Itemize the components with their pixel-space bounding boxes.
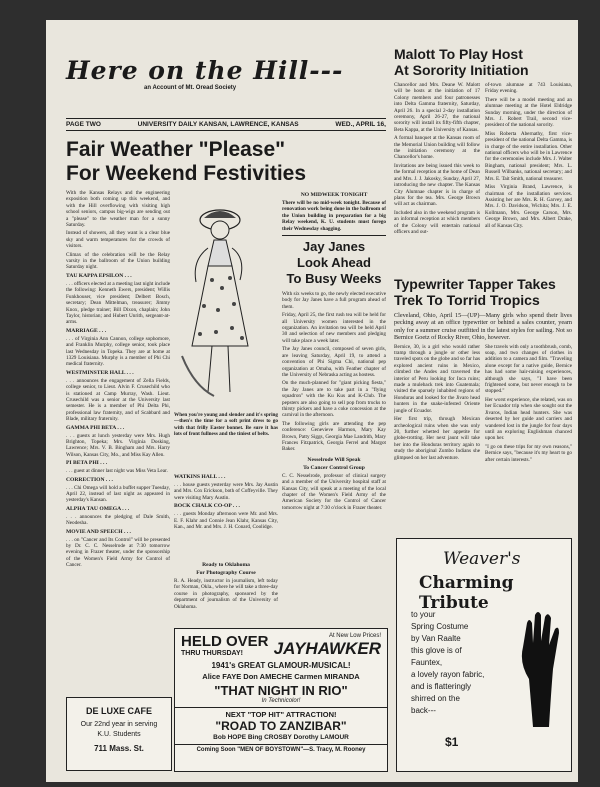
jay-paragraph: The Jay Janes council, composed of seven girls, are leaving Saturday, April 19, to attend a convention of Phi Sigma Chi, national pep organization at Omaha, with Feather chapter of the University of Nebraska acting as hostess. [282,346,386,378]
weavers-line: a lovely rayon fabric, [411,670,485,679]
section-head: GAMMA PHI BETA . . . [66,424,125,431]
weavers-line: by Van Raalte [411,634,461,643]
typewriter-paragraph: Bernice, 30, is a girl who would rather tramp through a jungle or other less traveled spots on the globe and so far has explored ancient ruins in Mexico, climbed the Andes and traversed the interior of Peru looking for Inca ruins; made a muleback trek into Guatemala; visited the sparsely inhabited regions of Honduras and looked for the Jivaro head hunters in the snake-infested Oriente jungle of Ecuador. [394,343,480,414]
oklahoma-story: Ready to Oklahoma For Photography Course R. A. Heady, instructor in journalism, left today for Norman, Okla., where he will take a three-day course in photography, sponsored by the department of journalism of the University of Oklahoma. [174,562,278,610]
paragraph: . . . announces the engagement of Zella Fields, college senior, to Lieut. Alvin F. Crusechild who is stationed at Camp Murray, Wash. Lieut. Crusechild was a senior at the University last semester. He is a member of Phi Delta Phi, professional law fraternity, and of Scabbard and Blade, military fraternity. [66,377,170,423]
masthead-title: Here on the Hill--- [66,56,344,85]
film-title: "THAT NIGHT IN RIO" [214,683,348,698]
malott-headline: Malott To Play Host At Sorority Initiation [394,46,529,78]
cafe-line-2: K.U. Students [97,731,141,738]
malott-paragraph: of-town alumnae at 743 Louisiana, Friday evening. [485,82,572,95]
section-head: CORRECTION . . . [66,476,113,483]
film-title-2: "ROAD TO ZANZIBAR" [215,719,347,733]
typewriter-paragraph: "I go on these trips for my own reasons," Bernice says, "because it's my heart to go after certain interests." [485,443,572,463]
thru-thursday: THRU THURSDAY! [181,650,243,657]
left-column [66,190,170,695]
weavers-body [411,609,521,717]
jay-janes-story [282,291,386,453]
cafe-line: Our 22nd year in serving [80,721,158,728]
weavers-glove-ad [396,538,572,772]
paper-name: UNIVERSITY DAILY KANSAN, LAWRENCE, KANSAS [137,121,299,128]
theater-name: JAYHAWKER [273,639,381,658]
malott-paragraph: Miss Virginia Brand, Lawrence, is chairman of the installation services. Assisting her are Mrs. R. H. Garvey, and Mrs. J. O. Davidson, Wichita; Mrs. J. E. Kollmann, Mrs. George Carson, Mrs. George Brown, and Mrs. Albert Drake, all of Kansas City. [485,184,572,229]
newspaper-page [46,20,578,782]
illustration-caption: When you're young and slender and it's spring—then's the time for a soft print dress to go with that frilly Easter bonnet. Be sure it has lots of front fullness and the tiniest of belts. [174,412,278,438]
weavers-tribute: Charming Tribute [419,573,514,613]
malott-paragraph: There will be a model meeting and an alumnae meeting at the Hotel Eldridge Sunday morning, under the direction of Mrs. J. Robert Trail, second vice-president of the national sorority. [485,96,572,129]
watkins-column [174,472,278,558]
malott-paragraph: Included also in the weekend program is an informal reception at which members of the Colony will entertain national officers and out- [394,209,480,235]
weavers-store: Weaver's [443,549,521,569]
film-stars-2: Bob HOPE Bing CROSBY Dorothy LAMOUR [213,734,349,741]
paragraph: Instead of showers, all they want is a clear blue sky and warm temperatures for the crowds of visitors. [66,230,170,250]
glove-icon [515,609,563,729]
weavers-line: this glove is of [411,646,462,655]
no-midweek-head: NO MIDWEEK TONIGHT [300,192,368,198]
main-headline: Fair Weather "Please" For Weekend Festivities [66,138,307,185]
malott-paragraph: Chancellor and Mrs. Deane W. Malott will be hosts at the initiation of 17 Colony members and four patronesses into Delta Gamma fraternity, Saturday, April 26. In a special 2-day installation ceremony, April 26-27, the national sorority will install its fifty-fifth chapter, Beta Kappa, at the University of Kansas. [394,82,480,133]
folio-line [66,118,386,131]
paragraph: . . . announces the pledging of Dale Smith, Neodesha. [66,513,170,527]
paragraph: . . . officers elected at a meeting last night include the following: Kenneth Ewers, president; Willis Funkhouser, vice president; Delbert Bosch, secretary; Dean Mittelman, treasurer; Jimmy Knox, pledge trainer; Bill Dixon, chaplain; John Taylor, historian; and Hubert Unrith, sergeant-at-arms. [66,280,170,326]
coming-soon: Coming Soon "MEN OF BOYSTOWN"—S. Tracy, M. Rooney [175,744,387,753]
paragraph: . . . guests at lunch yesterday were Mrs. Hugh Brighton, Topeka; Mrs. Virginia Dosking, Lawrence; Mrs. V. B. Bingham and Mrs. Harry Wilson, Kansas City, Mo., and Miss Kay Allen. [66,432,170,458]
low-prices: At New Low Prices! [328,633,381,639]
cafe-address: 711 Mass. St. [94,744,144,753]
section-head: WATKINS HALL . . . [174,474,226,480]
cafe-name: DE LUXE CAFE [85,706,152,716]
typewriter-paragraph: Her worst experience, she related, was on her Ecuador trip when she sought out the Jivaros, Indian head hunters. She was deserted by her guide and carriers and wandered lost in the jungle for four days until an exploring Englishman chanced upon her. [485,396,572,442]
jay-janes-headline: Jay Janes Look Ahead To Busy Weeks [286,239,382,287]
typewriter-lede: Cleveland, Ohio, April 15—(UP)—Many girls who spend their lives pecking away at an office typewriter or behind a sales counter, yearn only for a summer cruise outfitted in the latest styles for sailing. Not so Bernice Goetz of Rocky River, Ohio, however. [394,312,572,342]
typewriter-paragraph: Her first trip, through Mexican archeological ruins when she was only 20, further whetted her appetite for globe-trotting. Her next jaunt will take her into the Honduras territory again to study the aboriginal Zumbo Indians she glimpsed on her last adventure. [394,416,480,461]
jay-paragraph: On the much-planned for "giant picking fiesta," the Jay Janes are to take part in a "flying squadron" with the Ku Kus and K-Club. The pepsters are also going to sell pop from trucks to thirsty pickers and have a coke concession at the carnival in the afternoon. [282,380,386,419]
malott-paragraph: Miss Roberta Abernathy, first vice-president of the national Delta Gamma, is in charge of the entire installation. Other national officers who will be in Lawrence for the ceremonies include Mrs. J. Walter Bingham, national president; Mrs. L. Russell Wilbanks, national secretary; and Mrs. E. Tait Smith, national treasurer. [485,130,572,182]
weavers-line: Fauntex, [411,658,443,667]
malott-paragraph: Invitations are being issued this week to the formal reception at the home of Dean and Mrs. J. J. Jakosky, Sunday, April 27, introducing the new chapter. The Kansas City Alumnae chapter is in charge of plans for the tea. Mrs. George Brown will act as chairman. [394,162,480,208]
typewriter-story [394,276,572,538]
technicolor: In Technicolor! [261,698,301,704]
nesselrode-story: C. C. Nesselrode, professor of clinical surgery and a member of the University hospital staff at Kansas City, will speak at a meeting of the local chapter of the Women's Field Army of the American Society for the Control of Cancer tomorrow night at 7:30 o'clock in Frazer theater. [282,472,386,511]
section-head: MARRIAGE . . . [66,327,107,334]
typewriter-paragraph: She travels with only a toothbrush, comb, soap, and two changes of clothes in addition to a camera and film. "Traveling alone except for a native guide, Bernice has had some hair-raising experiences, although she says, "I have been frightened some, but never enough to be stopped." [485,343,572,395]
section-head: BOCK CHALK CO-OP . . . [174,503,240,510]
paragraph: With the Kansas Relays and the engineering exposition both coming up this weekend, and with the Hill overflowing with visiting high school seniors, campus big-wigs are sending out a "please" to the weather man for a sunny Saturday. [66,190,170,229]
society-masthead [66,56,366,91]
held-over: HELD OVER [181,633,269,650]
paragraph: . . . house guests yesterday were Mrs. Jay Austin and Mrs. Cox Erickson, both of Coffeyville. They were visiting Mary Austin. [174,482,278,501]
weavers-line: shirred on the [411,694,460,703]
weavers-line: back--- [411,706,436,715]
illustration-caption-box [174,412,278,468]
jay-paragraph: Friday, April 25, the first rush tea will be held for all University women interested in the organization. An invitation tea will be held April 30 and selection of new members and pledging will take place a week later. [282,312,386,344]
malott-story [394,46,572,276]
next-attraction: NEXT "TOP HIT" ATTRACTION! [175,707,387,719]
section-head: WESTMINSTER HALL . . . [66,369,134,376]
paragraph: . . . of Virginia Ann Cannon, college sophomore, and Franklin Murphy, college senior, took place last Wednesday in Topeka. They are at home at 1329 Louisiana. Murphy is a member of Phi Chi medical fraternity. [66,335,170,368]
weavers-price: $1 [445,735,459,749]
malott-paragraph: A formal banquet at the Kansas room of the Memorial Union building will follow the initiation ceremony at the Chancellor's home. [394,135,480,161]
page-number: PAGE TWO [66,121,101,128]
section-head: TAU KAPPA EPSILON . . . [66,272,132,279]
typewriter-headline: Typewriter Tapper Takes Trek To Torrid Tropics [394,276,556,308]
weavers-line: Spring Costume [411,622,469,631]
section-head: ALPHA TAU OMEGA . . . [66,505,130,512]
paragraph: Climax of the celebration will be the Relay varsity in the ballroom of the Union building Saturday night. [66,251,170,271]
deluxe-cafe-ad [66,697,172,771]
woman-in-dress-drawing [174,196,258,408]
jay-paragraph: With six weeks to go, the newly elected executive body for Jay Janes have a full program ahead of them. [282,291,386,310]
section-head: PI BETA PHI . . . [66,460,108,467]
fashion-illustration [174,196,258,408]
film-stars: Alice FAYE Don AMECHE Carmen MIRANDA [202,672,360,681]
no-midweek-text: There will be no mid-week tonight. Because of renovation work being done in the ballroom of the Union building in preparation for a big Relay weekend, K. U. students must forego their Wednesday shagging. [282,200,386,232]
weavers-line: and is flatteringly [411,682,472,691]
middle-column: NO MIDWEEK TONIGHT There will be no mid-week tonight. Because of renovation work being done in the ballroom of the Union building in preparation for a big Relay weekend, K. U. students must forego their Wednesday shagging. Jay Janes Look Ahead To Busy Weeks With six weeks to go, the newly elected executive body for Jay Janes have a full program ahead of them. Friday, April 25, the first rush tea will be held for all University women interested in the organization. An invitation tea will be held April 30 and selection of new members and pledging will take place a week later. The Jay Janes council, composed of seven girls, are leaving Saturday, April 19, to attend a convention of Phi Sigma Chi, national pep organization at Omaha, with Feather chapter of the University of Nebraska acting as hostess. On the much-planned for "giant picking fiesta," the Jay Janes are to take part in a "flying squadron" with the Ku Kus and K-Club. The pepsters are also going to sell pop from trucks to thirsty pickers and have a coke concession at the carnival in the afternoon. The following girls are attending the pep conference: Genevieve Harmon, Mary Kay Brown, Patty Siggs, Georgia Mae Landrith, Mary Frances Fitzpatrick, Georgia Ferrel and Margot Baker. Nesselrode Will Speak To Cancer Control Group C. C. Nesselrode, professor of clinical surgery and a member of the University hospital staff at Kansas City, will speak at a meeting of the local chapter of the Women's Field Army of the American Society for the Control of Cancer tomorrow night at 7:30 o'clock in Frazer theater. [282,192,386,511]
masthead-subtitle: an Account of Mt. Oread Society [144,85,237,91]
paragraph: . . . guests Monday afternoon were Mr. and Mrs. E. F. Klahr and Connie Jean Klahr, Kansas City, Kan., and Mr. and Mrs. J. H. Conard, Coolidge. [174,511,278,531]
jayhawker-theater-ad [174,628,388,772]
paragraph: . . . on "Cancer and Its Control" will be presented by Dr. C. C. Nesselrode at 7:30 tomorrow evening in Frazer theater, under the sponsorship of the Women's Field Army for Control of Cancer. [66,536,170,569]
issue-date: WED., APRIL 16, [335,121,386,128]
jay-paragraph: The following girls are attending the pep conference: Genevieve Harmon, Mary Kay Brown, Patty Siggs, Georgia Mae Landrith, Mary Frances Fitzpatrick, Georgia Ferrel and Margot Baker. [282,420,386,453]
section-head: MOVIE AND SPEECH . . . [66,528,131,535]
weavers-line: to your [411,610,436,619]
paragraph: . . . Chi Omega will hold a buffet supper Tuesday, April 22, instead of last night as appeared in yesterday's Kansan. [66,484,170,504]
great-musical: 1941's GREAT GLAMOUR-MUSICAL! [211,661,351,670]
paragraph: . . . guest at dinner last night was Miss Veta Lear. [66,468,168,475]
